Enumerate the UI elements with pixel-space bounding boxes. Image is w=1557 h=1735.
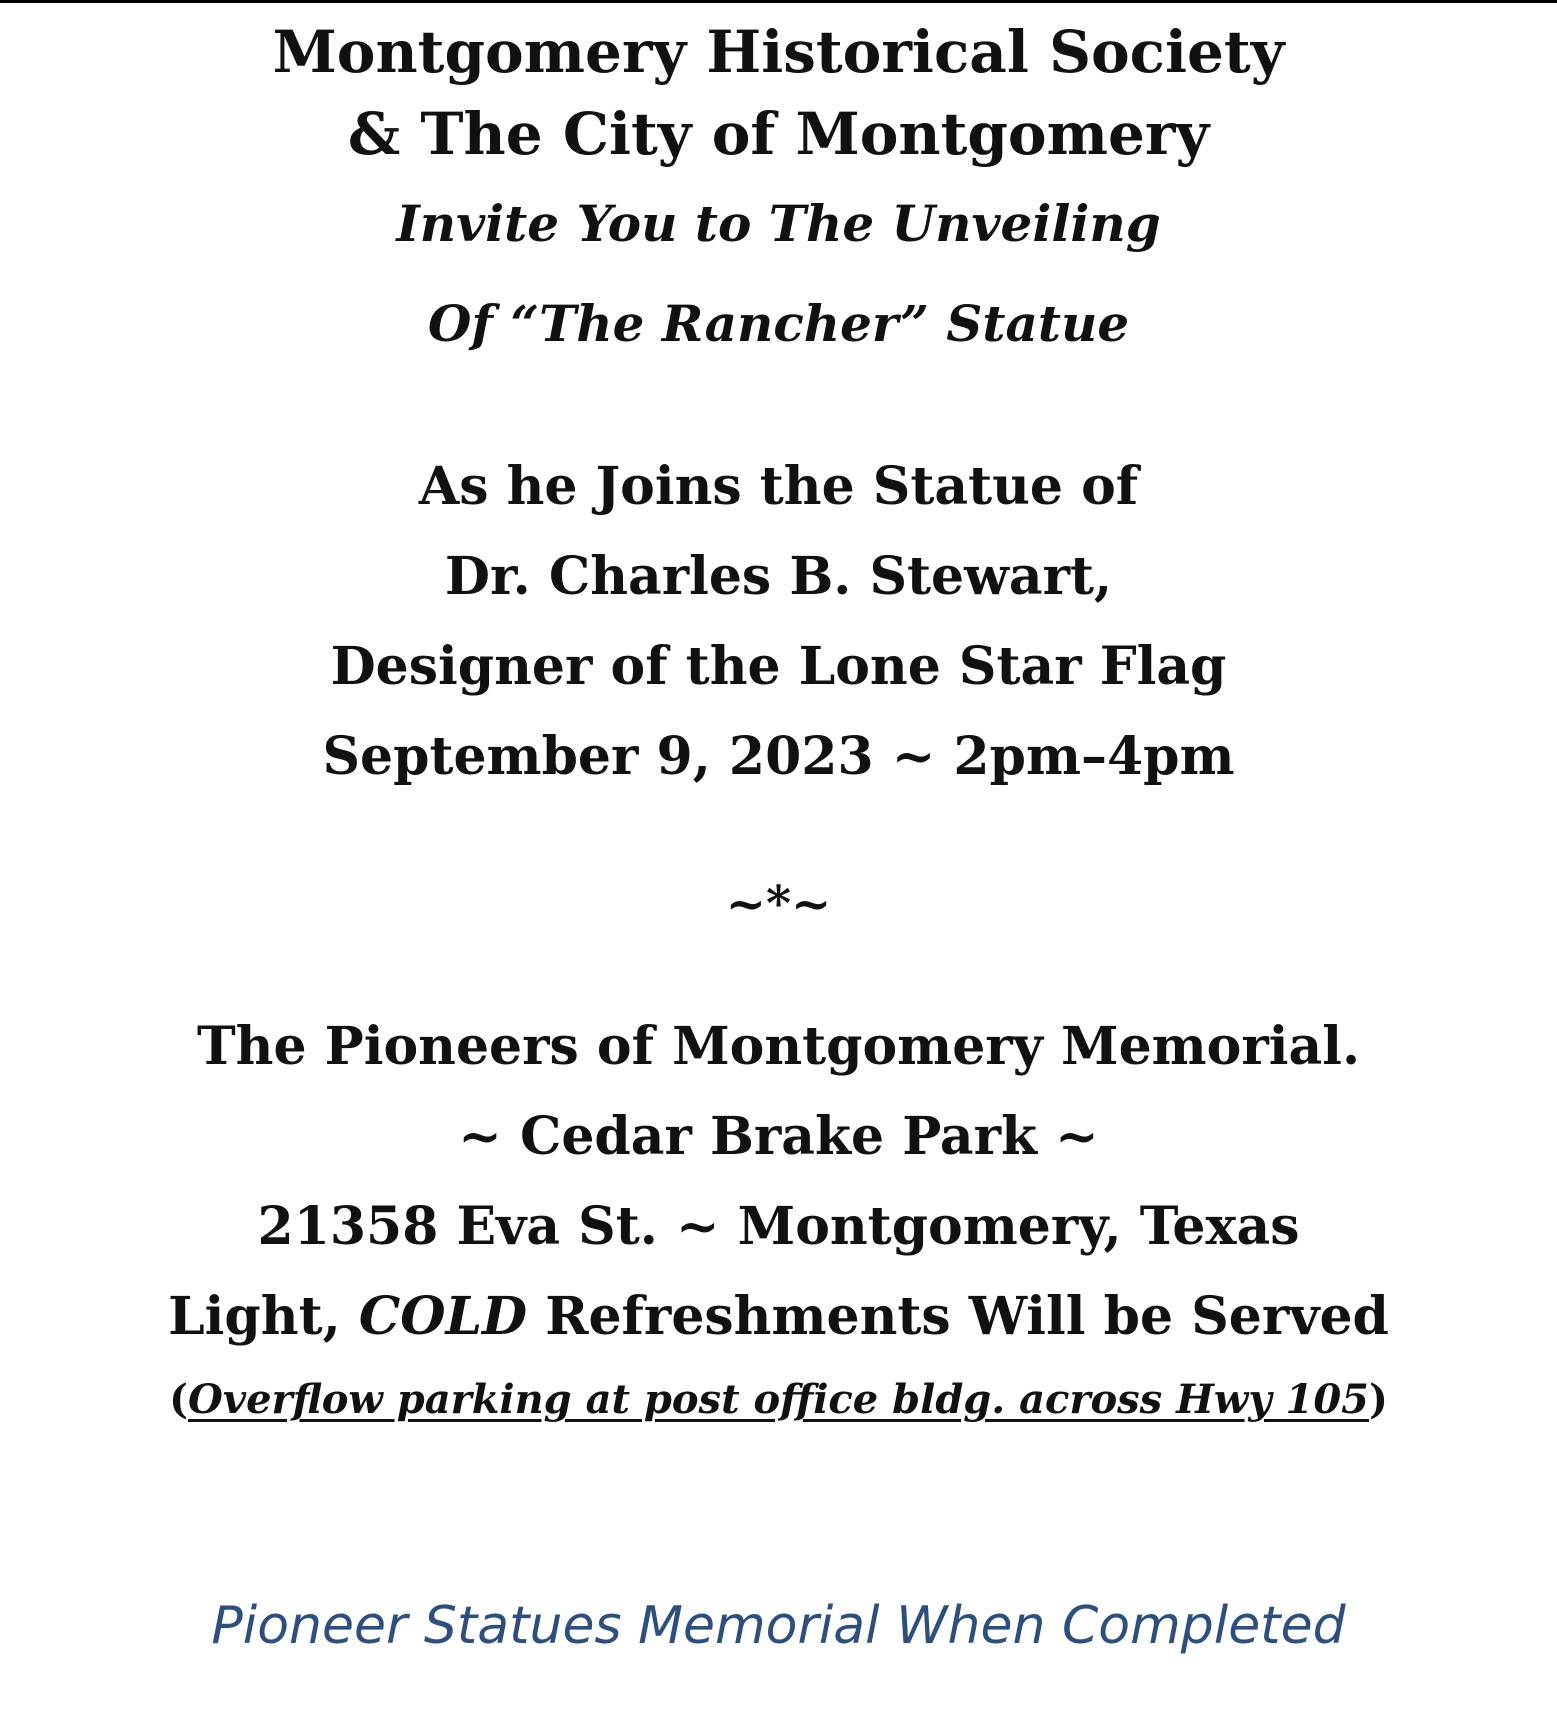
event-datetime: September 9, 2023 ~ 2pm–4pm xyxy=(322,726,1235,787)
honoree-description: Designer of the Lone Star Flag xyxy=(330,636,1227,697)
refreshments-prefix: Light, xyxy=(168,1286,359,1347)
joins-statue-line: As he Joins the Statue of xyxy=(418,456,1139,517)
parking-open-paren: ( xyxy=(169,1376,188,1423)
refreshments-suffix: Refreshments Will be Served xyxy=(527,1286,1389,1347)
park-name: ~ Cedar Brake Park ~ xyxy=(458,1106,1099,1167)
memorial-name: The Pioneers of Montgomery Memorial. xyxy=(196,1016,1361,1077)
honoree-name: Dr. Charles B. Stewart, xyxy=(444,546,1113,607)
invitation-line: Invite You to The Unveiling xyxy=(396,194,1161,253)
parking-close-paren: ) xyxy=(1369,1376,1388,1423)
refreshments-emphasis: COLD xyxy=(358,1286,528,1347)
statue-title-line: Of “The Rancher” Statue xyxy=(427,294,1130,353)
header-city: & The City of Montgomery xyxy=(347,100,1210,168)
parking-note: Overflow parking at post office bldg. across Hwy 105 xyxy=(188,1376,1369,1423)
footer-caption: Pioneer Statues Memorial When Completed xyxy=(211,1596,1346,1656)
parking-note-line xyxy=(0,1376,1557,1423)
section-divider: ~*~ xyxy=(725,876,832,932)
venue-address: 21358 Eva St. ~ Montgomery, Texas xyxy=(257,1196,1300,1257)
header-organization: Montgomery Historical Society xyxy=(272,18,1285,86)
refreshments-line xyxy=(0,1286,1557,1347)
